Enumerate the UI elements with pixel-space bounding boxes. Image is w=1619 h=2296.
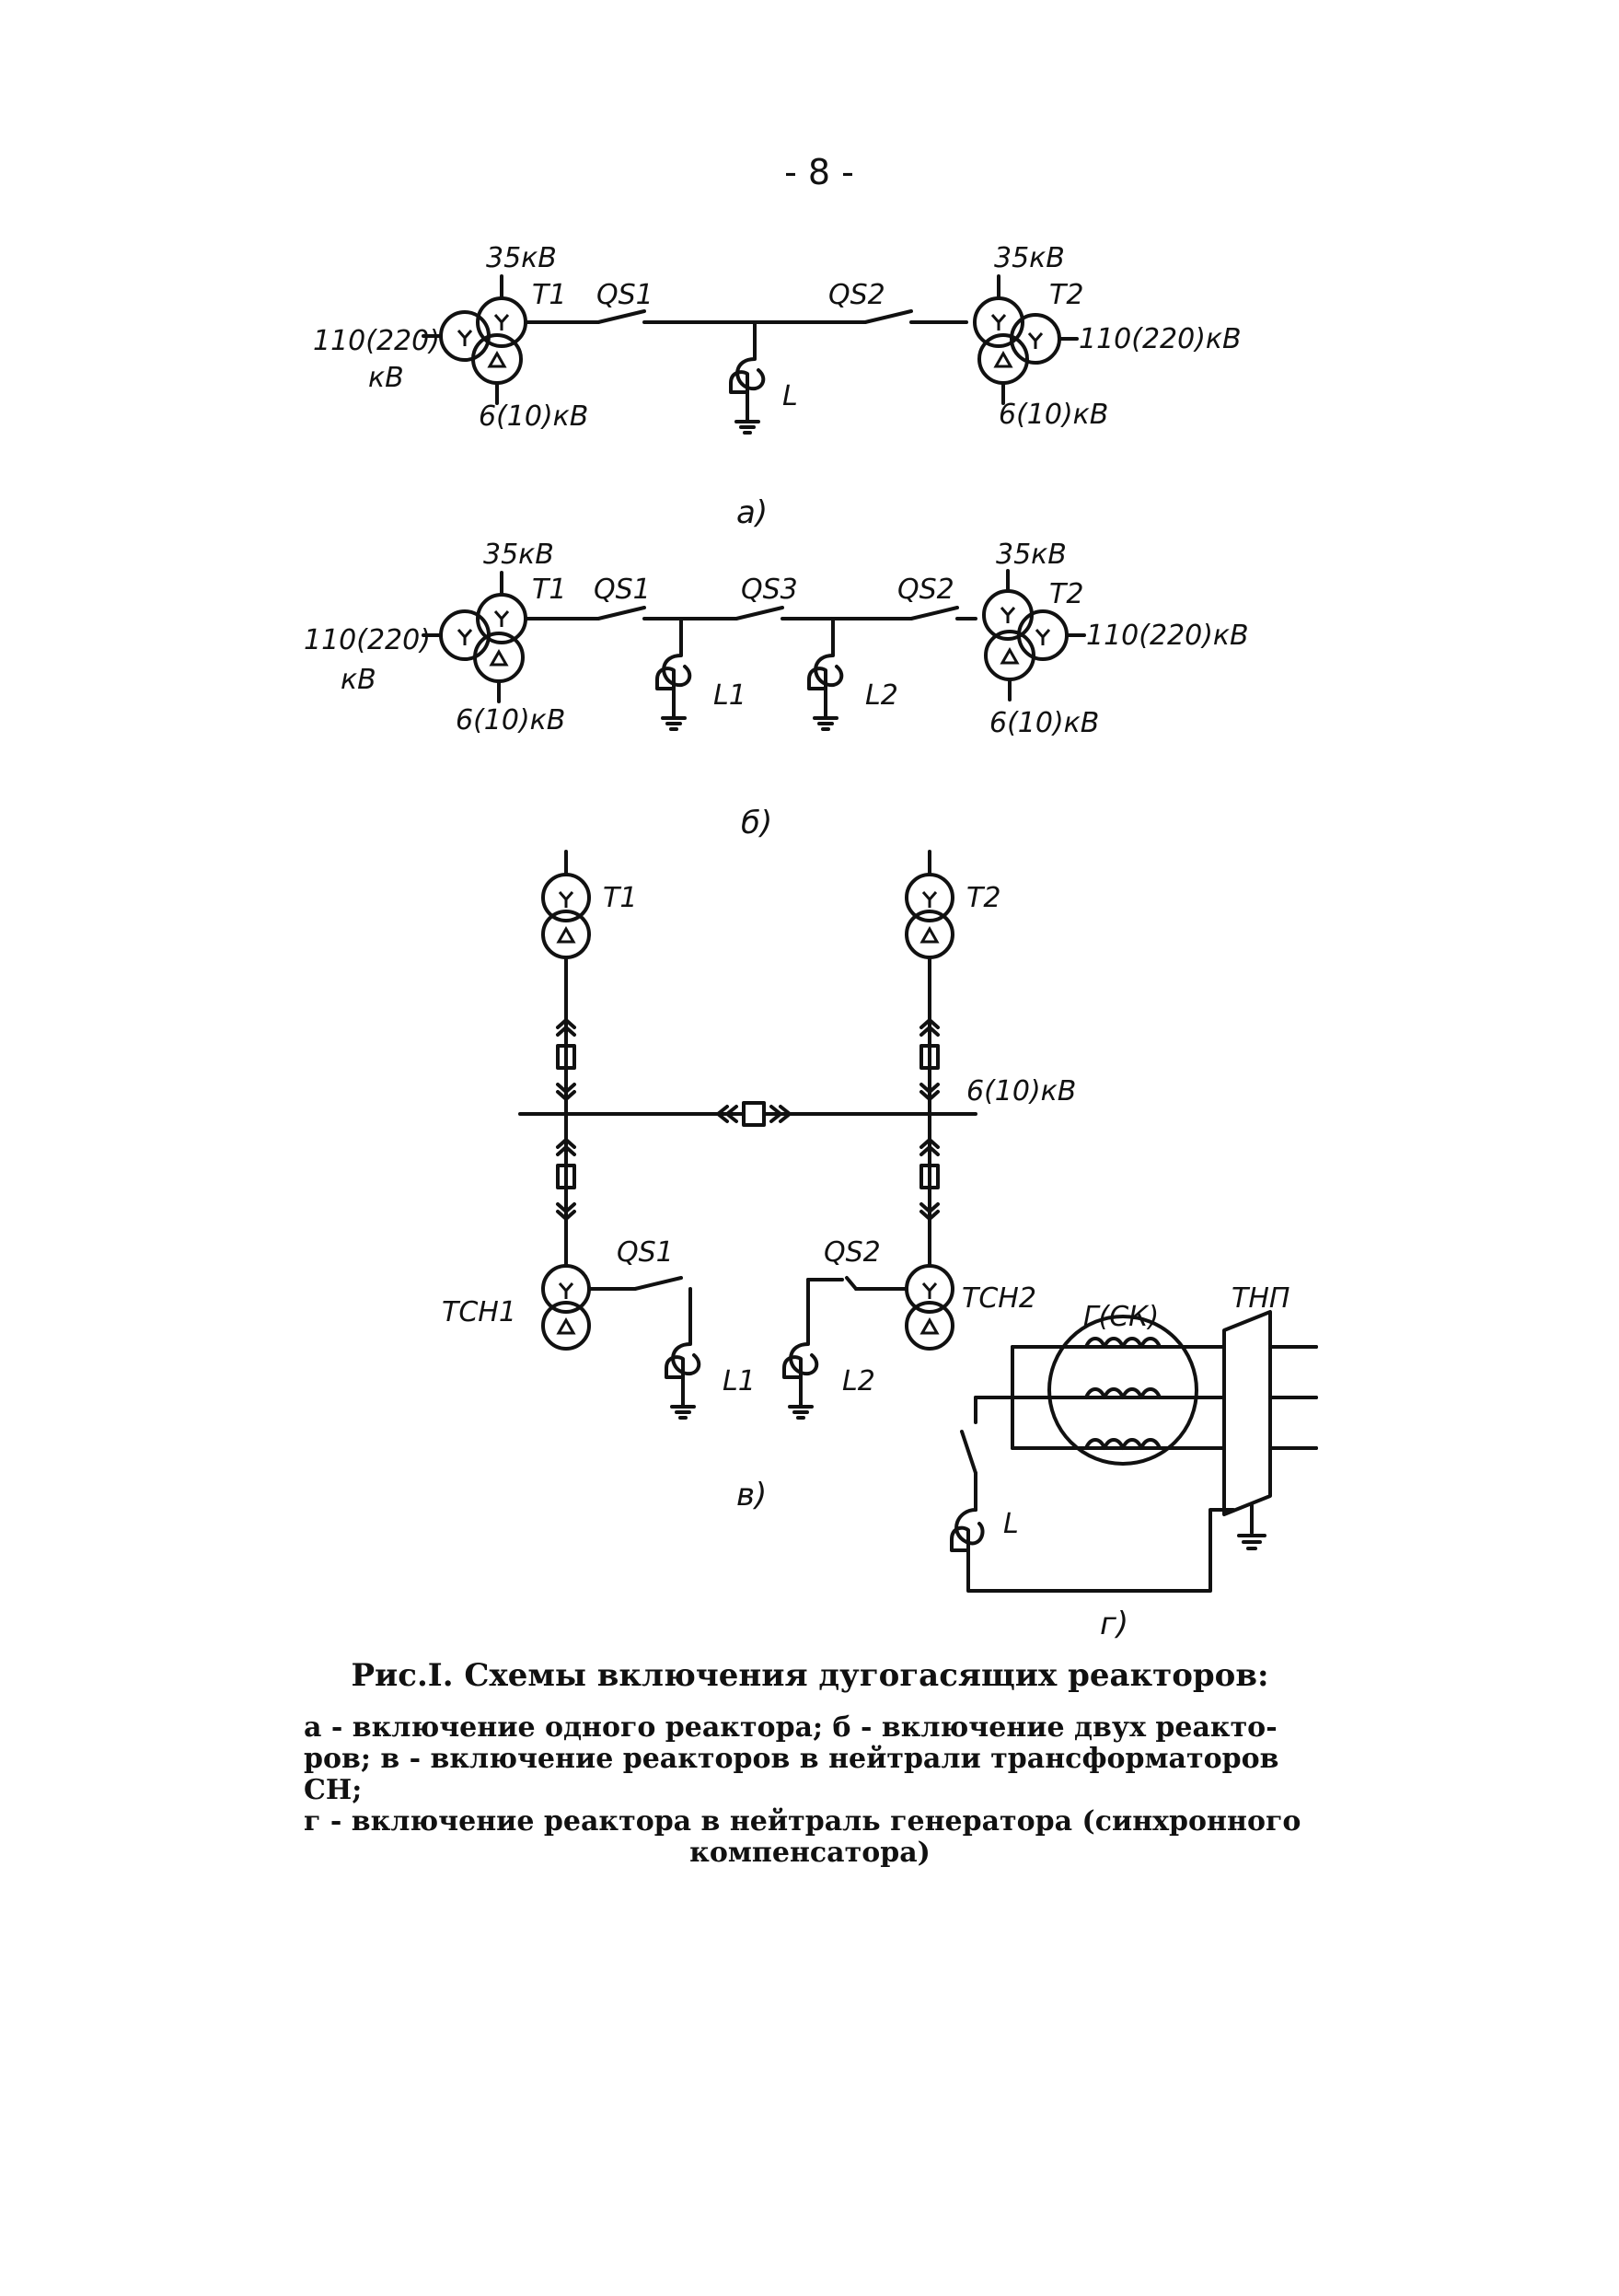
- label-35kv-right: 35кВ: [994, 242, 1065, 274]
- label-t2-b: T2: [1049, 578, 1084, 610]
- label-diagram-g: г): [1100, 1606, 1129, 1642]
- label-reactor-g: L: [1003, 1508, 1019, 1540]
- label-generator: Г(СК): [1082, 1301, 1160, 1333]
- label-qs1: QS1: [596, 279, 653, 311]
- figure-caption-body: [304, 1712, 1316, 1869]
- diagram-b: [304, 539, 1249, 841]
- label-6kv-left-b: 6(10)кВ: [456, 704, 566, 736]
- label-t1-b: T1: [532, 574, 567, 606]
- label-qs2-v: QS2: [824, 1236, 881, 1269]
- label-kv-left-b: кВ: [341, 664, 376, 696]
- label-l1-b: L1: [713, 679, 746, 712]
- label-t1-v: T1: [603, 882, 638, 914]
- diagram-v: [442, 852, 1076, 1513]
- label-qs1-v: QS1: [617, 1236, 674, 1269]
- switch-qs2-a: [865, 311, 911, 322]
- caption-line: г - включение реактора в нейтраль генератора (синхронного: [304, 1805, 1301, 1838]
- label-110kv-right: 110(220)кВ: [1079, 323, 1242, 355]
- diagram-a: [313, 242, 1242, 531]
- label-qs2-b: QS2: [897, 574, 954, 606]
- label-diagram-a: а): [736, 494, 769, 531]
- diagram-g: [952, 1282, 1316, 1642]
- label-110kv-left: 110(220): [313, 325, 440, 357]
- label-35kv-left: 35кВ: [486, 242, 557, 274]
- label-qs1-b: QS1: [594, 574, 651, 606]
- label-l1-v: L1: [723, 1365, 756, 1397]
- label-qs2: QS2: [828, 279, 885, 311]
- label-t2: T2: [1049, 279, 1084, 311]
- label-qs3-b: QS3: [741, 574, 798, 606]
- page-number: - 8 -: [784, 152, 854, 192]
- label-6kv-left: 6(10)кВ: [479, 400, 589, 433]
- label-110kv-left-b: 110(220): [304, 624, 431, 656]
- label-l2-b: L2: [865, 679, 898, 712]
- label-l2-v: L2: [842, 1365, 875, 1397]
- label-6kv-right-b: 6(10)кВ: [989, 707, 1100, 739]
- label-tsn1: ТСН1: [442, 1296, 516, 1328]
- caption-line: а - включение одного реактора; б - включение двух реакто-: [304, 1711, 1278, 1744]
- label-bus-v: 6(10)кВ: [966, 1075, 1077, 1107]
- label-110kv-right-b: 110(220)кВ: [1086, 620, 1249, 652]
- label-tsn2: ТСН2: [962, 1282, 1036, 1315]
- label-t2-v: T2: [966, 882, 1001, 914]
- generator: [1049, 1316, 1197, 1464]
- label-6kv-right: 6(10)кВ: [999, 399, 1109, 431]
- reactor-l-a: [731, 322, 763, 433]
- label-diagram-v: в): [736, 1477, 768, 1513]
- reactor-l1-b: [657, 619, 689, 729]
- caption-line: ров; в - включение реакторов в нейтрали трансформаторов СН;: [304, 1743, 1279, 1806]
- label-kv-left: кВ: [368, 362, 404, 394]
- label-diagram-b: б): [741, 805, 773, 841]
- label-t1: T1: [532, 279, 567, 311]
- tnp-transformer: [1224, 1312, 1270, 1514]
- label-35kv-right-b: 35кВ: [996, 539, 1067, 571]
- transformer-t1-b: [423, 573, 526, 702]
- label-35kv-left-b: 35кВ: [483, 539, 554, 571]
- switch-qs1-a: [598, 311, 644, 322]
- label-tnp: ТНП: [1232, 1282, 1290, 1315]
- label-reactor-l: L: [782, 380, 798, 412]
- caption-line: компенсатора): [689, 1837, 931, 1869]
- figure-caption-title: Рис.I. Схемы включения дугогасящих реакторов:: [351, 1657, 1269, 1694]
- reactor-l2-b: [809, 619, 841, 729]
